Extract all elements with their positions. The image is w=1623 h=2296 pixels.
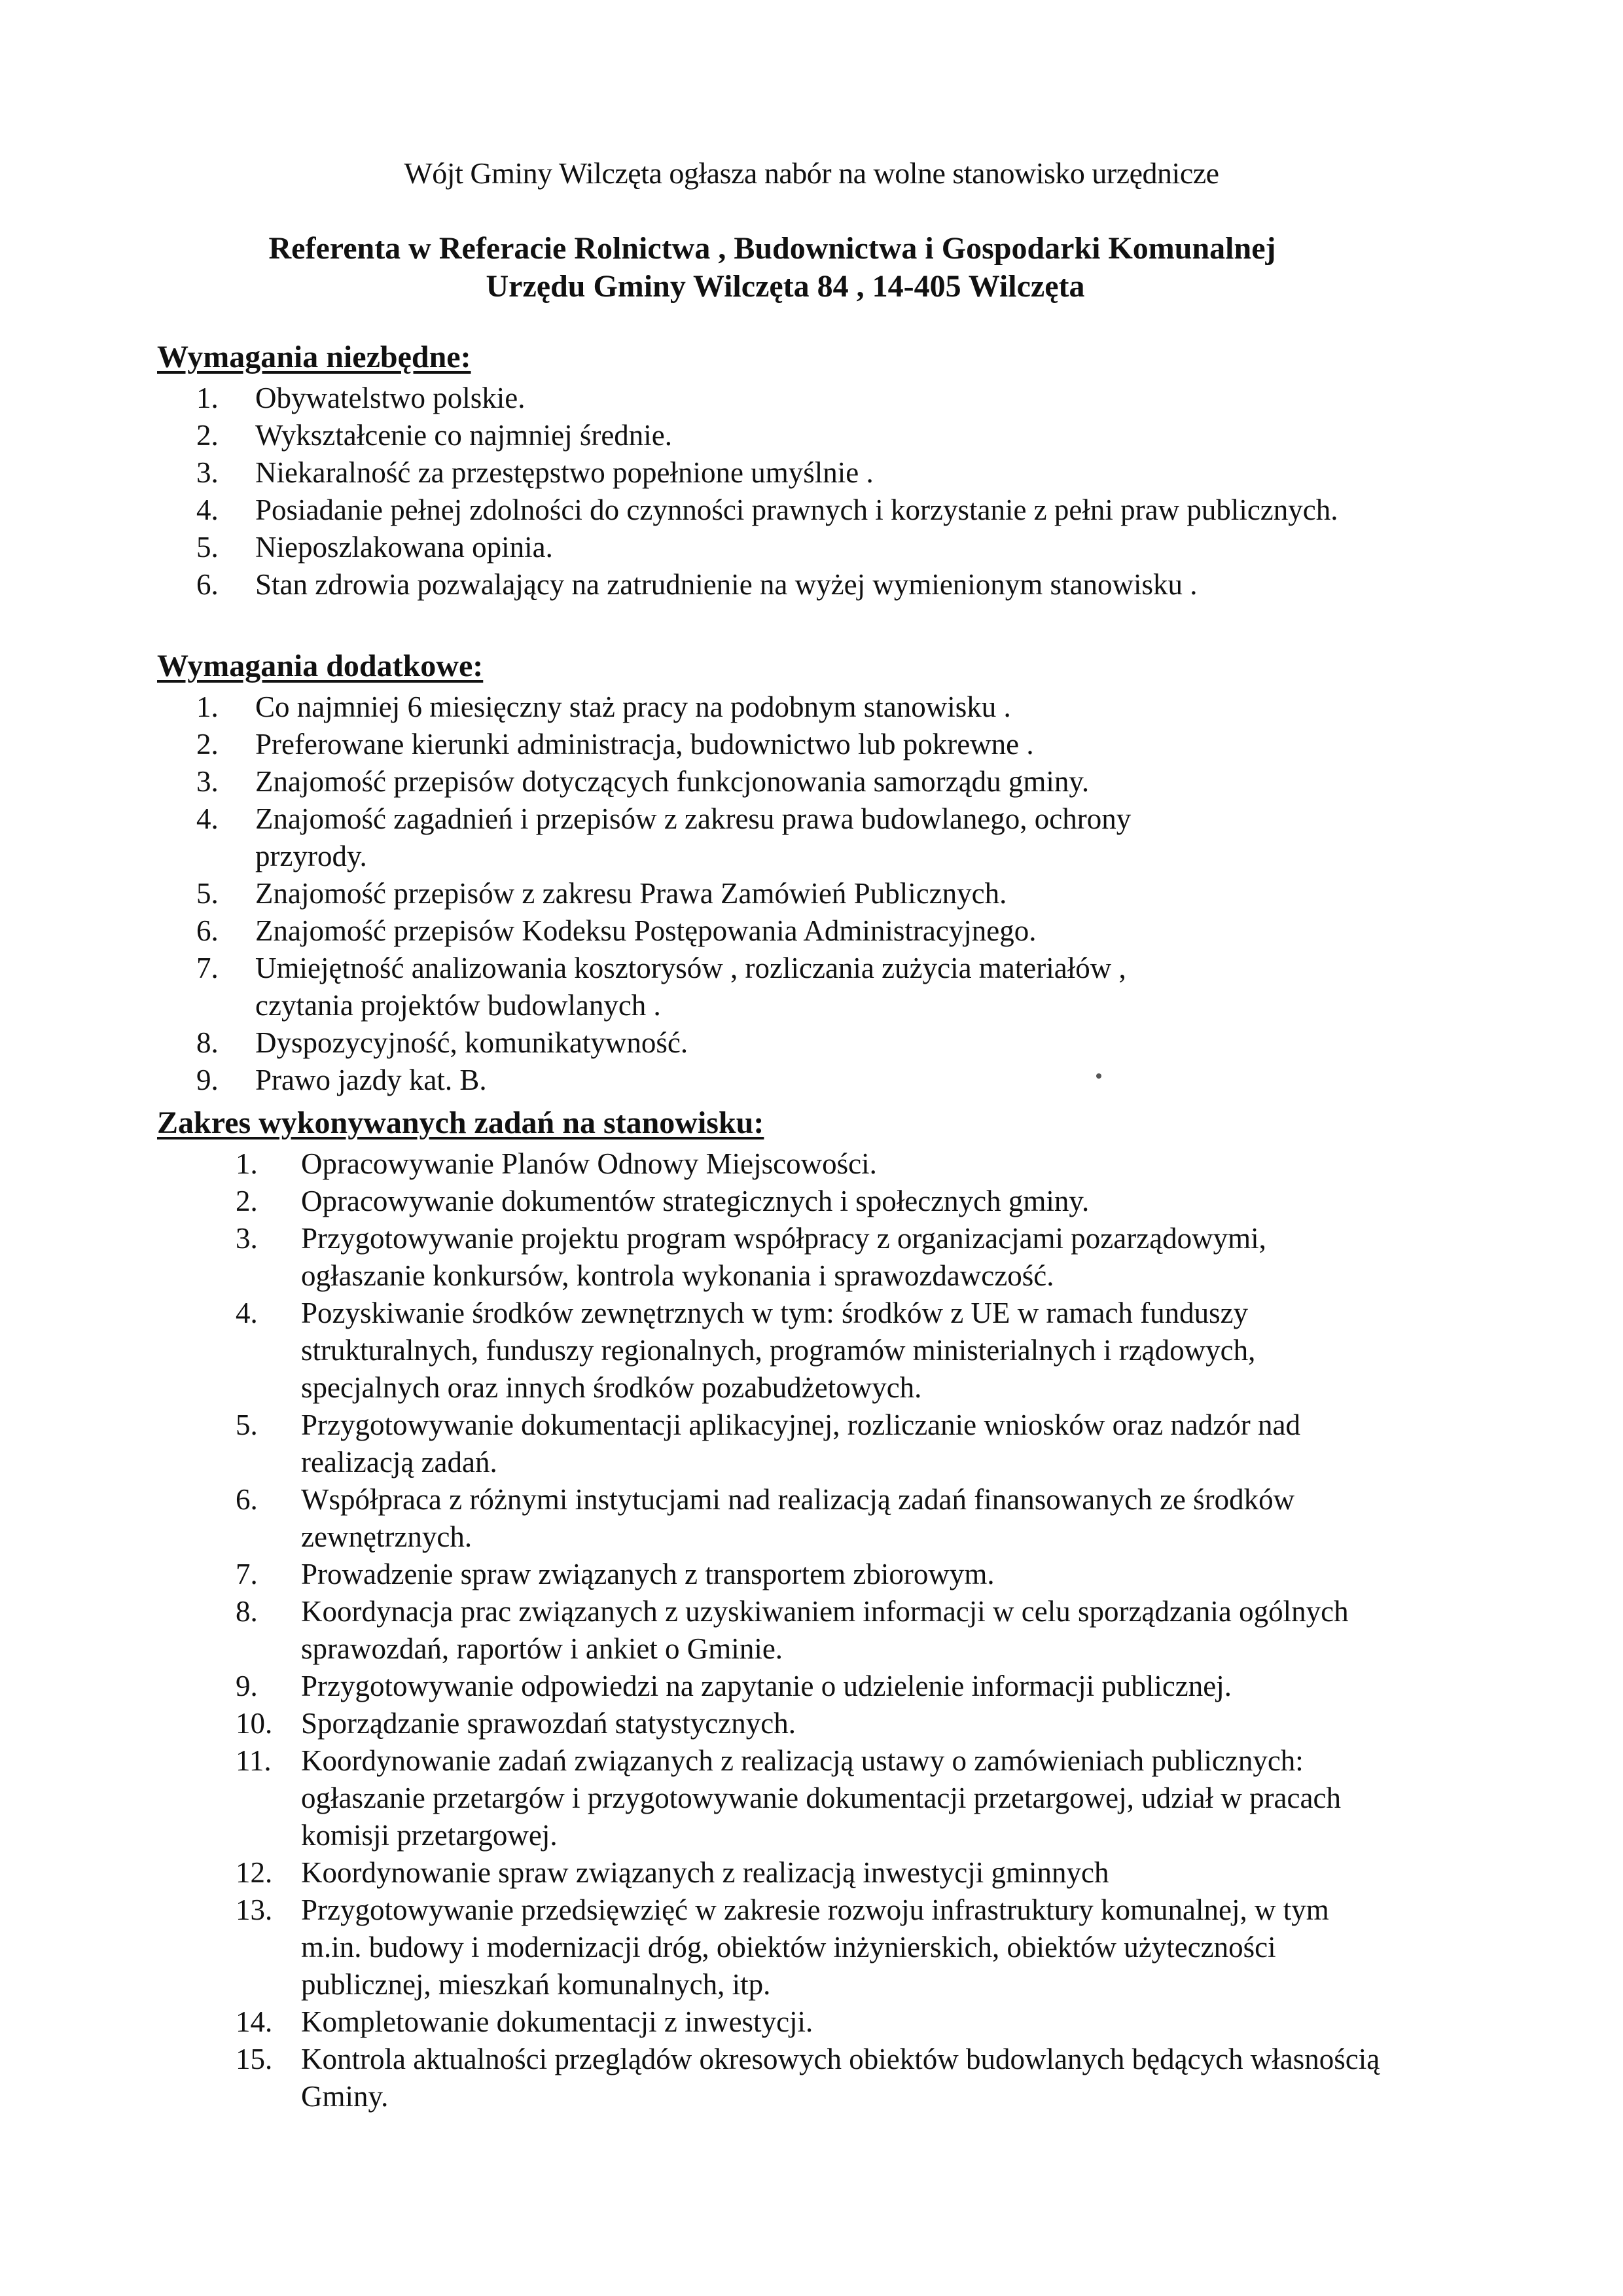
item-text: Opracowywanie Planów Odnowy Miejscowości. [301, 1147, 877, 1180]
item-number: 1. [196, 691, 219, 723]
list-item [157, 689, 1230, 726]
announcement-title: Wójt Gminy Wilczęta ogłasza nabór na wolne stanowisko urzędnicze [404, 156, 1219, 190]
list-item [157, 417, 1531, 454]
item-number: 5. [196, 531, 219, 564]
item-text: Sporządzanie sprawozdań statystycznych. [301, 1707, 796, 1740]
item-text: Znajomość przepisów dotyczących funkcjonowania samorządu gminy. [255, 765, 1090, 798]
item-number: 9. [196, 1064, 219, 1096]
list-item [157, 1145, 1381, 1183]
item-number: 9. [236, 1670, 258, 1702]
position-title: Referenta w Referacie Rolnictwa , Budownictwa i Gospodarki Komunalnej [268, 231, 1276, 266]
item-text: Preferowane kierunki administracja, budownictwo lub pokrewne . [255, 728, 1034, 761]
item-text: Dyspozycyjność, komunikatywność. [255, 1026, 688, 1059]
item-number: 6. [236, 1483, 258, 1516]
list-item [157, 1481, 1381, 1556]
item-text: Współpraca z różnymi instytucjami nad realizacją zadań finansowanych ze środków zewnętrznych. [301, 1483, 1295, 1553]
item-number: 1. [196, 382, 219, 414]
item-text: Przygotowywanie dokumentacji aplikacyjnej, rozliczanie wniosków oraz nadzór nad realizacją zadań. [301, 1408, 1300, 1479]
item-text: Przygotowywanie odpowiedzi na zapytanie o udzielenie informacji publicznej. [301, 1670, 1232, 1702]
item-number: 1. [236, 1147, 258, 1180]
list-item [157, 529, 1531, 566]
item-number: 7. [196, 952, 219, 984]
list-item [157, 1024, 1230, 1062]
list-item [157, 726, 1230, 763]
item-number: 2. [236, 1185, 258, 1217]
list-item [157, 1892, 1381, 2003]
scan-speck [1096, 1073, 1101, 1079]
item-text: Stan zdrowia pozwalający na zatrudnienie na wyżej wymienionym stanowisku . [255, 568, 1198, 601]
item-number: 3. [236, 1222, 258, 1255]
item-text: Prowadzenie spraw związanych z transportem zbiorowym. [301, 1558, 995, 1590]
list-item [157, 1593, 1381, 1668]
item-number: 6. [196, 914, 219, 947]
list-item [157, 2003, 1381, 2041]
list-item [157, 1062, 1230, 1099]
list-item [157, 1407, 1381, 1481]
item-text: Koordynacja prac związanych z uzyskiwaniem informacji w celu sporządzania ogólnych sprawozdań, raportów i ankiet o Gminie. [301, 1595, 1349, 1665]
item-text: Znajomość przepisów Kodeksu Postępowania Administracyjnego. [255, 914, 1037, 947]
item-text: Pozyskiwanie środków zewnętrznych w tym: środków z UE w ramach funduszy strukturalnych, funduszy regionalnych, programów ministerialnych i rządowych, specjalnych oraz innych środków pozabudżetowych. [301, 1297, 1256, 1404]
list-item [157, 2041, 1381, 2115]
item-number: 2. [196, 728, 219, 761]
item-text: Kompletowanie dokumentacji z inwestycji. [301, 2005, 813, 2038]
requirements-list [157, 380, 1531, 603]
item-number: 13. [236, 1893, 273, 1926]
item-text: Wykształcenie co najmniej średnie. [255, 419, 673, 452]
item-text: Nieposzlakowana opinia. [255, 531, 553, 564]
item-number: 12. [236, 1856, 273, 1889]
item-number: 6. [196, 568, 219, 601]
list-item [157, 875, 1230, 912]
item-number: 4. [196, 802, 219, 835]
item-text: Obywatelstwo polskie. [255, 382, 526, 414]
list-item [157, 763, 1230, 800]
list-item [157, 1742, 1381, 1854]
item-text: Opracowywanie dokumentów strategicznych i społecznych gminy. [301, 1185, 1090, 1217]
item-number: 8. [196, 1026, 219, 1059]
item-number: 5. [236, 1408, 258, 1441]
item-number: 10. [236, 1707, 273, 1740]
requirements-list [157, 689, 1230, 1099]
section-heading: Wymagania niezbędne: [157, 340, 471, 374]
item-text: Koordynowanie spraw związanych z realizacją inwestycji gminnych [301, 1856, 1109, 1889]
item-number: 3. [196, 765, 219, 798]
item-text: Kontrola aktualności przeglądów okresowych obiektów budowlanych będących własnością Gminy. [301, 2043, 1380, 2113]
list-item [157, 1183, 1381, 1220]
list-item [157, 1854, 1381, 1892]
item-number: 3. [196, 456, 219, 489]
item-text: Posiadanie pełnej zdolności do czynności prawnych i korzystanie z pełni praw publicznych. [255, 493, 1338, 526]
list-item [157, 492, 1531, 529]
list-item [157, 1668, 1381, 1705]
item-number: 4. [196, 493, 219, 526]
item-number: 5. [196, 877, 219, 910]
section-heading: Zakres wykonywanych zadań na stanowisku: [157, 1105, 764, 1140]
list-item [157, 566, 1531, 603]
section-heading: Wymagania dodatkowe: [157, 649, 484, 683]
tasks-list [157, 1145, 1381, 2115]
item-text: Przygotowywanie przedsięwzięć w zakresie rozwoju infrastruktury komunalnej, w tym m.in. budowy i modernizacji dróg, obiektów inżynierskich, obiektów użyteczności publicznej, mieszkań komunalnych, itp. [301, 1893, 1329, 2001]
item-text: Umiejętność analizowania kosztorysów , rozliczania zużycia materiałów , czytania projektów budowlanych . [255, 952, 1126, 1022]
item-number: 8. [236, 1595, 258, 1628]
office-address: Urzędu Gminy Wilczęta 84 , 14-405 Wilczęta [486, 269, 1085, 304]
item-text: Niekaralność za przestępstwo popełnione umyślnie . [255, 456, 874, 489]
list-item [157, 1220, 1381, 1295]
item-text: Prawo jazdy kat. B. [255, 1064, 487, 1096]
item-text: Przygotowywanie projektu program współpracy z organizacjami pozarządowymi, ogłaszanie konkursów, kontrola wykonania i sprawozdawczość. [301, 1222, 1266, 1292]
item-number: 2. [196, 419, 219, 452]
section-tasks [157, 1105, 1466, 2115]
item-text: Znajomość zagadnień i przepisów z zakresu prawa budowlanego, ochrony przyrody. [255, 802, 1132, 872]
item-number: 7. [236, 1558, 258, 1590]
list-item [157, 950, 1230, 1024]
list-item [157, 800, 1230, 875]
list-item [157, 380, 1531, 417]
section-required [157, 339, 1531, 603]
list-item [157, 454, 1531, 492]
item-number: 4. [236, 1297, 258, 1329]
item-text: Koordynowanie zadań związanych z realizacją ustawy o zamówieniach publicznych: ogłaszanie przetargów i przygotowywanie dokumentacji przetargowej, udział w pracach komisji przetargowej. [301, 1744, 1341, 1852]
list-item [157, 1295, 1381, 1407]
item-number: 11. [236, 1744, 272, 1777]
item-text: Co najmniej 6 miesięczny staż pracy na podobnym stanowisku . [255, 691, 1011, 723]
item-text: Znajomość przepisów z zakresu Prawa Zamówień Publicznych. [255, 877, 1007, 910]
item-number: 15. [236, 2043, 273, 2075]
list-item [157, 1705, 1381, 1742]
section-additional [157, 648, 1400, 1099]
item-number: 14. [236, 2005, 273, 2038]
list-item [157, 1556, 1381, 1593]
list-item [157, 912, 1230, 950]
